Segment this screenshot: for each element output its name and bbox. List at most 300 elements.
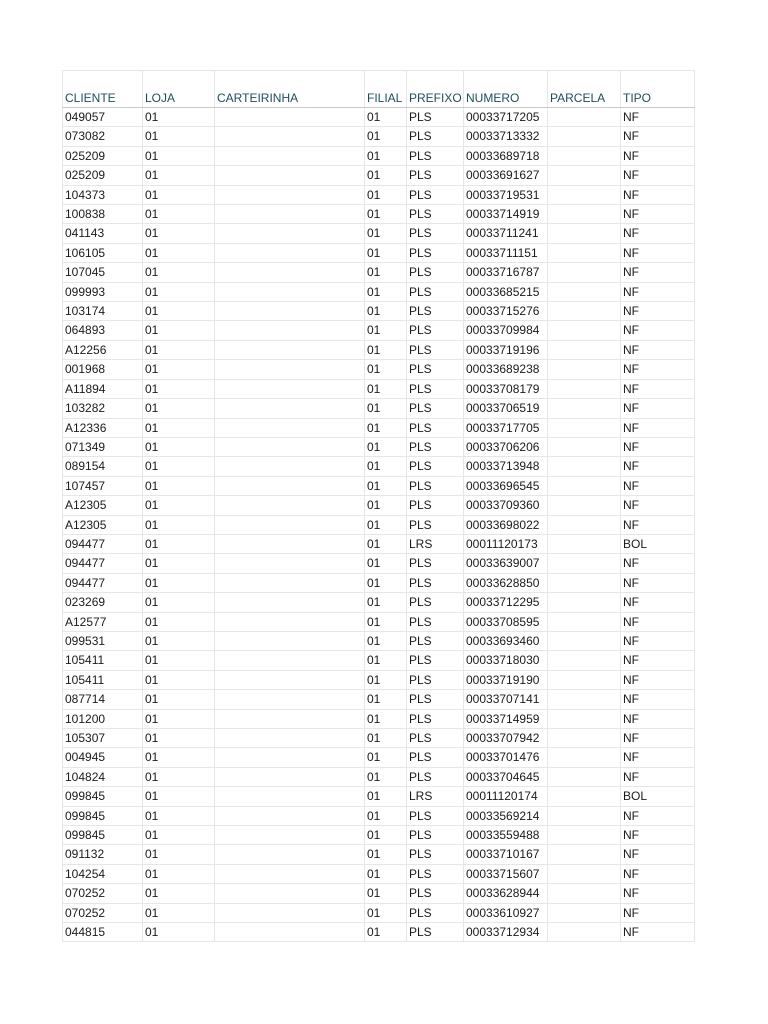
cell-parcela	[548, 534, 621, 553]
cell-cliente: A12305	[63, 496, 143, 515]
table-row	[63, 282, 695, 301]
cell-loja: 01	[143, 360, 215, 379]
cell-cliente: 099531	[63, 631, 143, 650]
cell-parcela	[548, 146, 621, 165]
cell-numero: 00033689238	[464, 360, 548, 379]
cell-parcela	[548, 457, 621, 476]
cell-carteirinha	[215, 457, 365, 476]
cell-tipo: NF	[621, 302, 695, 321]
cell-numero: 00033709984	[464, 321, 548, 340]
cell-tipo: NF	[621, 205, 695, 224]
cell-prefixo: PLS	[407, 709, 464, 728]
cell-tipo: BOL	[621, 787, 695, 806]
cell-tipo: NF	[621, 185, 695, 204]
cell-tipo: NF	[621, 573, 695, 592]
cell-filial: 01	[365, 457, 407, 476]
cell-parcela	[548, 496, 621, 515]
cell-carteirinha	[215, 437, 365, 456]
table-row	[63, 690, 695, 709]
cell-filial: 01	[365, 884, 407, 903]
cell-carteirinha	[215, 243, 365, 262]
table-row	[63, 166, 695, 185]
table-row	[63, 806, 695, 825]
cell-carteirinha	[215, 729, 365, 748]
cell-loja: 01	[143, 690, 215, 709]
cell-parcela	[548, 884, 621, 903]
table-row	[63, 146, 695, 165]
header-parcela: PARCELA	[548, 89, 621, 108]
table-row	[63, 496, 695, 515]
cell-loja: 01	[143, 884, 215, 903]
cell-carteirinha	[215, 321, 365, 340]
cell-numero: 00033713332	[464, 127, 548, 146]
cell-filial: 01	[365, 515, 407, 534]
cell-carteirinha	[215, 612, 365, 631]
cell-filial: 01	[365, 146, 407, 165]
cell-carteirinha	[215, 806, 365, 825]
table-row	[63, 127, 695, 146]
cell-carteirinha	[215, 224, 365, 243]
header-numero: NUMERO	[464, 89, 548, 108]
cell-loja: 01	[143, 263, 215, 282]
cell-tipo: NF	[621, 593, 695, 612]
cell-loja: 01	[143, 631, 215, 650]
cell-tipo: NF	[621, 457, 695, 476]
cell-parcela	[548, 379, 621, 398]
cell-parcela	[548, 748, 621, 767]
cell-prefixo: PLS	[407, 185, 464, 204]
cell-numero: 00033569214	[464, 806, 548, 825]
cell-parcela	[548, 263, 621, 282]
cell-prefixo: PLS	[407, 379, 464, 398]
cell-loja: 01	[143, 321, 215, 340]
cell-loja: 01	[143, 437, 215, 456]
cell-tipo: NF	[621, 146, 695, 165]
cell-numero: 00033628944	[464, 884, 548, 903]
cell-prefixo: PLS	[407, 243, 464, 262]
cell-parcela	[548, 554, 621, 573]
cell-loja: 01	[143, 185, 215, 204]
cell-numero: 00033701476	[464, 748, 548, 767]
cell-loja: 01	[143, 379, 215, 398]
cell-prefixo: PLS	[407, 476, 464, 495]
cell-loja: 01	[143, 651, 215, 670]
blank-cell	[365, 71, 407, 90]
cell-prefixo: PLS	[407, 457, 464, 476]
cell-filial: 01	[365, 418, 407, 437]
cell-tipo: NF	[621, 127, 695, 146]
cell-carteirinha	[215, 709, 365, 728]
table-row	[63, 399, 695, 418]
cell-numero: 00033685215	[464, 282, 548, 301]
table-row	[63, 437, 695, 456]
cell-tipo: NF	[621, 379, 695, 398]
cell-numero: 00033713948	[464, 457, 548, 476]
cell-carteirinha	[215, 593, 365, 612]
cell-carteirinha	[215, 282, 365, 301]
cell-prefixo: PLS	[407, 806, 464, 825]
cell-loja: 01	[143, 729, 215, 748]
cell-filial: 01	[365, 263, 407, 282]
cell-loja: 01	[143, 243, 215, 262]
cell-filial: 01	[365, 340, 407, 359]
cell-filial: 01	[365, 787, 407, 806]
cell-parcela	[548, 670, 621, 689]
cell-numero: 00033709360	[464, 496, 548, 515]
cell-tipo: NF	[621, 166, 695, 185]
cell-filial: 01	[365, 864, 407, 883]
cell-tipo: NF	[621, 612, 695, 631]
cell-loja: 01	[143, 534, 215, 553]
cell-tipo: NF	[621, 806, 695, 825]
cell-cliente: 107045	[63, 263, 143, 282]
cell-carteirinha	[215, 884, 365, 903]
cell-filial: 01	[365, 166, 407, 185]
cell-tipo: NF	[621, 243, 695, 262]
cell-loja: 01	[143, 903, 215, 922]
cell-numero: 00033718030	[464, 651, 548, 670]
cell-filial: 01	[365, 185, 407, 204]
cell-parcela	[548, 166, 621, 185]
cell-loja: 01	[143, 340, 215, 359]
cell-cliente: 023269	[63, 593, 143, 612]
cell-loja: 01	[143, 496, 215, 515]
cell-cliente: 070252	[63, 884, 143, 903]
table-row	[63, 826, 695, 845]
cell-cliente: 025209	[63, 166, 143, 185]
cell-numero: 00033719190	[464, 670, 548, 689]
cell-cliente: A12336	[63, 418, 143, 437]
cell-tipo: NF	[621, 399, 695, 418]
cell-numero: 00033714959	[464, 709, 548, 728]
cell-loja: 01	[143, 224, 215, 243]
table-row	[63, 360, 695, 379]
cell-numero: 00033559488	[464, 826, 548, 845]
table-row	[63, 670, 695, 689]
table-row	[63, 379, 695, 398]
cell-parcela	[548, 399, 621, 418]
cell-tipo: NF	[621, 340, 695, 359]
cell-carteirinha	[215, 748, 365, 767]
cell-prefixo: PLS	[407, 360, 464, 379]
cell-loja: 01	[143, 127, 215, 146]
cell-cliente: 099845	[63, 826, 143, 845]
cell-parcela	[548, 205, 621, 224]
cell-prefixo: PLS	[407, 166, 464, 185]
cell-tipo: NF	[621, 631, 695, 650]
cell-tipo: NF	[621, 554, 695, 573]
header-prefixo: PREFIXO	[407, 89, 464, 108]
cell-parcela	[548, 360, 621, 379]
cell-filial: 01	[365, 282, 407, 301]
cell-loja: 01	[143, 923, 215, 942]
cell-prefixo: PLS	[407, 224, 464, 243]
cell-loja: 01	[143, 108, 215, 127]
cell-cliente: 099845	[63, 787, 143, 806]
header-row	[63, 89, 695, 108]
table-row	[63, 748, 695, 767]
cell-parcela	[548, 826, 621, 845]
table-row	[63, 554, 695, 573]
header-filial: FILIAL	[365, 89, 407, 108]
cell-tipo: NF	[621, 864, 695, 883]
cell-tipo: NF	[621, 845, 695, 864]
table-row	[63, 923, 695, 942]
cell-tipo: NF	[621, 360, 695, 379]
cell-loja: 01	[143, 399, 215, 418]
cell-filial: 01	[365, 845, 407, 864]
table-row	[63, 787, 695, 806]
cell-filial: 01	[365, 729, 407, 748]
cell-filial: 01	[365, 108, 407, 127]
cell-carteirinha	[215, 185, 365, 204]
cell-numero: 00033715276	[464, 302, 548, 321]
table-row	[63, 651, 695, 670]
cell-cliente: 103174	[63, 302, 143, 321]
cell-carteirinha	[215, 496, 365, 515]
cell-prefixo: PLS	[407, 845, 464, 864]
cell-tipo: NF	[621, 437, 695, 456]
cell-numero: 00033610927	[464, 903, 548, 922]
cell-parcela	[548, 690, 621, 709]
cell-filial: 01	[365, 437, 407, 456]
cell-cliente: 071349	[63, 437, 143, 456]
table-row	[63, 457, 695, 476]
cell-loja: 01	[143, 166, 215, 185]
cell-loja: 01	[143, 864, 215, 883]
cell-numero: 00033719196	[464, 340, 548, 359]
cell-filial: 01	[365, 205, 407, 224]
cell-filial: 01	[365, 379, 407, 398]
blank-cell	[548, 71, 621, 90]
cell-cliente: 044815	[63, 923, 143, 942]
cell-tipo: NF	[621, 767, 695, 786]
cell-parcela	[548, 573, 621, 592]
cell-parcela	[548, 282, 621, 301]
cell-filial: 01	[365, 534, 407, 553]
table-row	[63, 321, 695, 340]
blank-cell	[407, 71, 464, 90]
cell-loja: 01	[143, 593, 215, 612]
cell-carteirinha	[215, 166, 365, 185]
cell-numero: 00011120174	[464, 787, 548, 806]
cell-filial: 01	[365, 496, 407, 515]
table-row	[63, 612, 695, 631]
cell-parcela	[548, 321, 621, 340]
header-tipo: TIPO	[621, 89, 695, 108]
table-row	[63, 243, 695, 262]
cell-loja: 01	[143, 787, 215, 806]
cell-carteirinha	[215, 903, 365, 922]
cell-cliente: 105411	[63, 670, 143, 689]
cell-carteirinha	[215, 864, 365, 883]
blank-cell	[143, 71, 215, 90]
cell-filial: 01	[365, 709, 407, 728]
cell-cliente: 049057	[63, 108, 143, 127]
cell-tipo: NF	[621, 108, 695, 127]
cell-cliente: 094477	[63, 573, 143, 592]
cell-numero: 00033710167	[464, 845, 548, 864]
cell-loja: 01	[143, 709, 215, 728]
table-row	[63, 903, 695, 922]
cell-numero: 00033704645	[464, 767, 548, 786]
cell-numero: 00033719531	[464, 185, 548, 204]
cell-cliente: 064893	[63, 321, 143, 340]
cell-prefixo: PLS	[407, 399, 464, 418]
cell-prefixo: PLS	[407, 573, 464, 592]
cell-loja: 01	[143, 767, 215, 786]
cell-parcela	[548, 612, 621, 631]
cell-numero: 00033689718	[464, 146, 548, 165]
cell-cliente: A12256	[63, 340, 143, 359]
cell-parcela	[548, 108, 621, 127]
cell-filial: 01	[365, 767, 407, 786]
cell-tipo: NF	[621, 224, 695, 243]
cell-prefixo: PLS	[407, 690, 464, 709]
cell-carteirinha	[215, 418, 365, 437]
cell-prefixo: LRS	[407, 534, 464, 553]
cell-numero: 00033708179	[464, 379, 548, 398]
cell-loja: 01	[143, 612, 215, 631]
cell-cliente: A12305	[63, 515, 143, 534]
blank-cell	[464, 71, 548, 90]
cell-carteirinha	[215, 534, 365, 553]
cell-filial: 01	[365, 593, 407, 612]
cell-numero: 00033691627	[464, 166, 548, 185]
cell-loja: 01	[143, 515, 215, 534]
cell-prefixo: PLS	[407, 826, 464, 845]
cell-tipo: NF	[621, 748, 695, 767]
cell-loja: 01	[143, 573, 215, 592]
cell-tipo: NF	[621, 709, 695, 728]
cell-carteirinha	[215, 379, 365, 398]
cell-numero: 00033708595	[464, 612, 548, 631]
cell-cliente: 104254	[63, 864, 143, 883]
cell-carteirinha	[215, 923, 365, 942]
table-row	[63, 185, 695, 204]
cell-cliente: 004945	[63, 748, 143, 767]
cell-loja: 01	[143, 205, 215, 224]
cell-parcela	[548, 903, 621, 922]
cell-numero: 00033639007	[464, 554, 548, 573]
table-row	[63, 418, 695, 437]
cell-numero: 00033696545	[464, 476, 548, 495]
cell-carteirinha	[215, 787, 365, 806]
cell-parcela	[548, 651, 621, 670]
cell-tipo: NF	[621, 418, 695, 437]
cell-carteirinha	[215, 826, 365, 845]
table-body	[63, 108, 695, 942]
cell-cliente: 041143	[63, 224, 143, 243]
cell-filial: 01	[365, 302, 407, 321]
cell-tipo: NF	[621, 496, 695, 515]
cell-tipo: NF	[621, 651, 695, 670]
cell-carteirinha	[215, 360, 365, 379]
cell-prefixo: LRS	[407, 787, 464, 806]
cell-tipo: NF	[621, 282, 695, 301]
table-row	[63, 205, 695, 224]
cell-tipo: NF	[621, 923, 695, 942]
cell-numero: 00033711241	[464, 224, 548, 243]
cell-prefixo: PLS	[407, 729, 464, 748]
cell-parcela	[548, 185, 621, 204]
table-row	[63, 631, 695, 650]
cell-cliente: 099993	[63, 282, 143, 301]
cell-parcela	[548, 476, 621, 495]
cell-filial: 01	[365, 670, 407, 689]
cell-carteirinha	[215, 127, 365, 146]
cell-prefixo: PLS	[407, 282, 464, 301]
cell-cliente: 107457	[63, 476, 143, 495]
cell-loja: 01	[143, 806, 215, 825]
table-row	[63, 864, 695, 883]
cell-cliente: 073082	[63, 127, 143, 146]
cell-carteirinha	[215, 302, 365, 321]
table-row	[63, 108, 695, 127]
cell-numero: 00033707942	[464, 729, 548, 748]
cell-loja: 01	[143, 418, 215, 437]
cell-parcela	[548, 787, 621, 806]
cell-parcela	[548, 767, 621, 786]
cell-loja: 01	[143, 457, 215, 476]
cell-parcela	[548, 224, 621, 243]
blank-cell	[215, 71, 365, 90]
cell-cliente: A12577	[63, 612, 143, 631]
cell-prefixo: PLS	[407, 340, 464, 359]
cell-cliente: 105307	[63, 729, 143, 748]
cell-parcela	[548, 806, 621, 825]
cell-cliente: A11894	[63, 379, 143, 398]
cell-filial: 01	[365, 903, 407, 922]
cell-filial: 01	[365, 806, 407, 825]
cell-prefixo: PLS	[407, 670, 464, 689]
cell-parcela	[548, 302, 621, 321]
cell-carteirinha	[215, 205, 365, 224]
cell-parcela	[548, 631, 621, 650]
cell-numero: 00033706519	[464, 399, 548, 418]
cell-loja: 01	[143, 476, 215, 495]
blank-cell	[63, 71, 143, 90]
cell-loja: 01	[143, 302, 215, 321]
cell-filial: 01	[365, 243, 407, 262]
cell-tipo: NF	[621, 263, 695, 282]
table-row	[63, 593, 695, 612]
cell-cliente: 091132	[63, 845, 143, 864]
cell-tipo: NF	[621, 476, 695, 495]
cell-numero: 00033693460	[464, 631, 548, 650]
cell-filial: 01	[365, 826, 407, 845]
cell-tipo: NF	[621, 690, 695, 709]
cell-prefixo: PLS	[407, 515, 464, 534]
cell-tipo: NF	[621, 903, 695, 922]
table-row	[63, 884, 695, 903]
cell-cliente: 087714	[63, 690, 143, 709]
cell-cliente: 094477	[63, 554, 143, 573]
cell-loja: 01	[143, 845, 215, 864]
cell-filial: 01	[365, 127, 407, 146]
cell-prefixo: PLS	[407, 923, 464, 942]
cell-filial: 01	[365, 748, 407, 767]
cell-numero: 00033715607	[464, 864, 548, 883]
table-row	[63, 302, 695, 321]
cell-prefixo: PLS	[407, 767, 464, 786]
cell-prefixo: PLS	[407, 146, 464, 165]
cell-carteirinha	[215, 573, 365, 592]
cell-parcela	[548, 418, 621, 437]
cell-cliente: 104373	[63, 185, 143, 204]
cell-carteirinha	[215, 554, 365, 573]
cell-filial: 01	[365, 923, 407, 942]
